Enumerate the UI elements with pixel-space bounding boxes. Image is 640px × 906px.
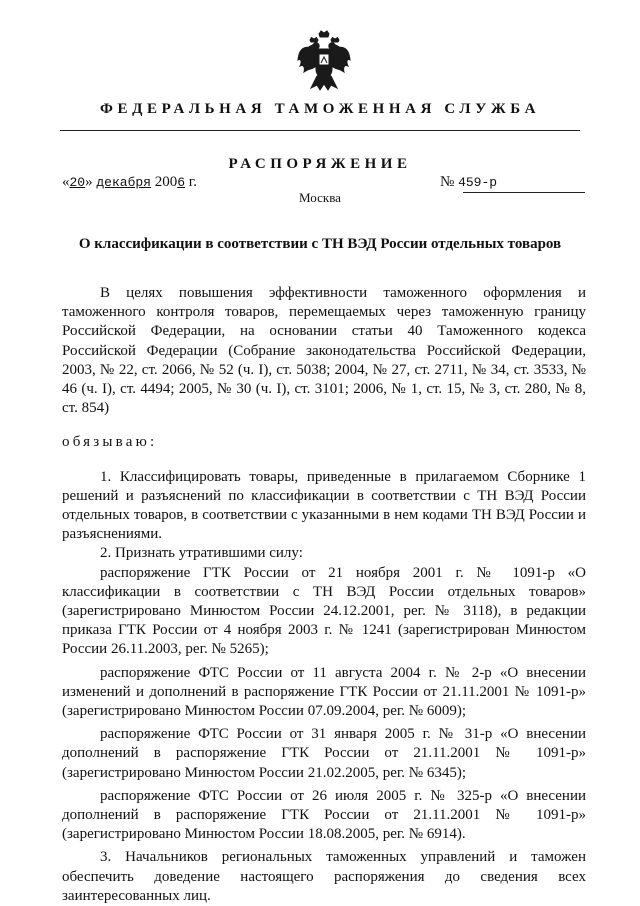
date-year-prefix: 200: [150, 174, 178, 190]
date-close-quote: »: [85, 174, 97, 190]
preamble-paragraph: В целях повышения эффективности таможенного оформления и таможенного контроля товаров, перемещаемых через таможенную границу Российской Федерации, на основании статьи 40 Таможенного кодекса Российской Федерации (Собрание законодательства Российской Федерации, 2003, № 22, ст. 2066, № 52 (ч. I), ст. 5038; 2004, № 27, ст. 2711, № 34, ст. 3533, № 46 (ч. I), ст. 4494; 2005, № 30 (ч. I), ст. 3101; 2006, № 1, ст. 15, № 3, ст. 280, № 8, ст. 854): [62, 285, 586, 417]
date-month: декабря: [96, 175, 151, 190]
document-number: [440, 174, 497, 191]
item-2d-paragraph: распоряжение ФТС России от 26 июля 2005 г. № 325-р «О внесении дополнений в распоряжение ГТК России от 21.11.2001 № 1091-р» (зарегистрировано Минюстом России 18.08.2005, рег. № 6914).: [62, 787, 586, 843]
document-body: [62, 284, 586, 906]
date-suffix: г.: [185, 174, 197, 190]
item-2c-paragraph: распоряжение ФТС России от 31 января 2005 г. № 31-р «О внесении дополнений в распоряжение ГТК России от 21.11.2001 № 1091-р» (зарегистрировано Минюстом России 21.02.2005, рег. № 6345);: [62, 726, 586, 781]
item-2-paragraph: 2. Признать утратившими силу:: [100, 545, 303, 562]
document-subject: О классификации в соответствии с ТН ВЭД России отдельных товаров: [78, 236, 562, 252]
item-2a-paragraph: распоряжение ГТК России от 21 ноября 2001 г. № 1091-р «О классификации в соответствии с ТН ВЭД России отдельных товаров» (зарегистрировано Минюстом России 24.12.2001, рег. № 3118), в редакции приказа ГТК России от 4 ноября 2003 г. № 1241 (зарегистрирован Минюстом России 26.11.2003, рег. № 5265);: [62, 564, 586, 658]
agency-name: ФЕДЕРАЛЬНАЯ ТАМОЖЕННАЯ СЛУЖБА: [99, 101, 541, 117]
document-date: [62, 174, 197, 191]
item-1-paragraph: 1. Классифицировать товары, приведенные в прилагаемом Сборнике 1 решений и разъяснений по классификации в соответствии с ТН ВЭД России отдельных товаров, в соответствии с указанными в нем кодами ТН ВЭД России и разъяснениями.: [62, 468, 586, 543]
date-day: 20: [69, 175, 86, 190]
item-3-paragraph: 3. Начальников региональных таможенных управлений и таможен обеспечить доведение настоящего распоряжения до сведения всех заинтересованных лиц.: [62, 849, 586, 904]
item-2b-paragraph: распоряжение ФТС России от 11 августа 2004 г. № 2-р «О внесении изменений и дополнений в распоряжение ГТК России от 21.11.2001 № 1091-р» (зарегистрировано Минюстом России 07.09.2004, рег. № 6009);: [62, 664, 586, 720]
obligation-word: обязываю:: [62, 434, 158, 451]
number-value: 459-р: [458, 175, 498, 190]
coat-of-arms-icon: [297, 30, 351, 92]
document-type: РАСПОРЯЖЕНИЕ: [228, 156, 412, 172]
number-label: №: [440, 174, 459, 190]
document-city: Москва: [299, 190, 341, 205]
header-divider: [60, 130, 580, 131]
date-year-digit: 6: [177, 175, 186, 190]
date-open-quote: «: [62, 174, 70, 190]
